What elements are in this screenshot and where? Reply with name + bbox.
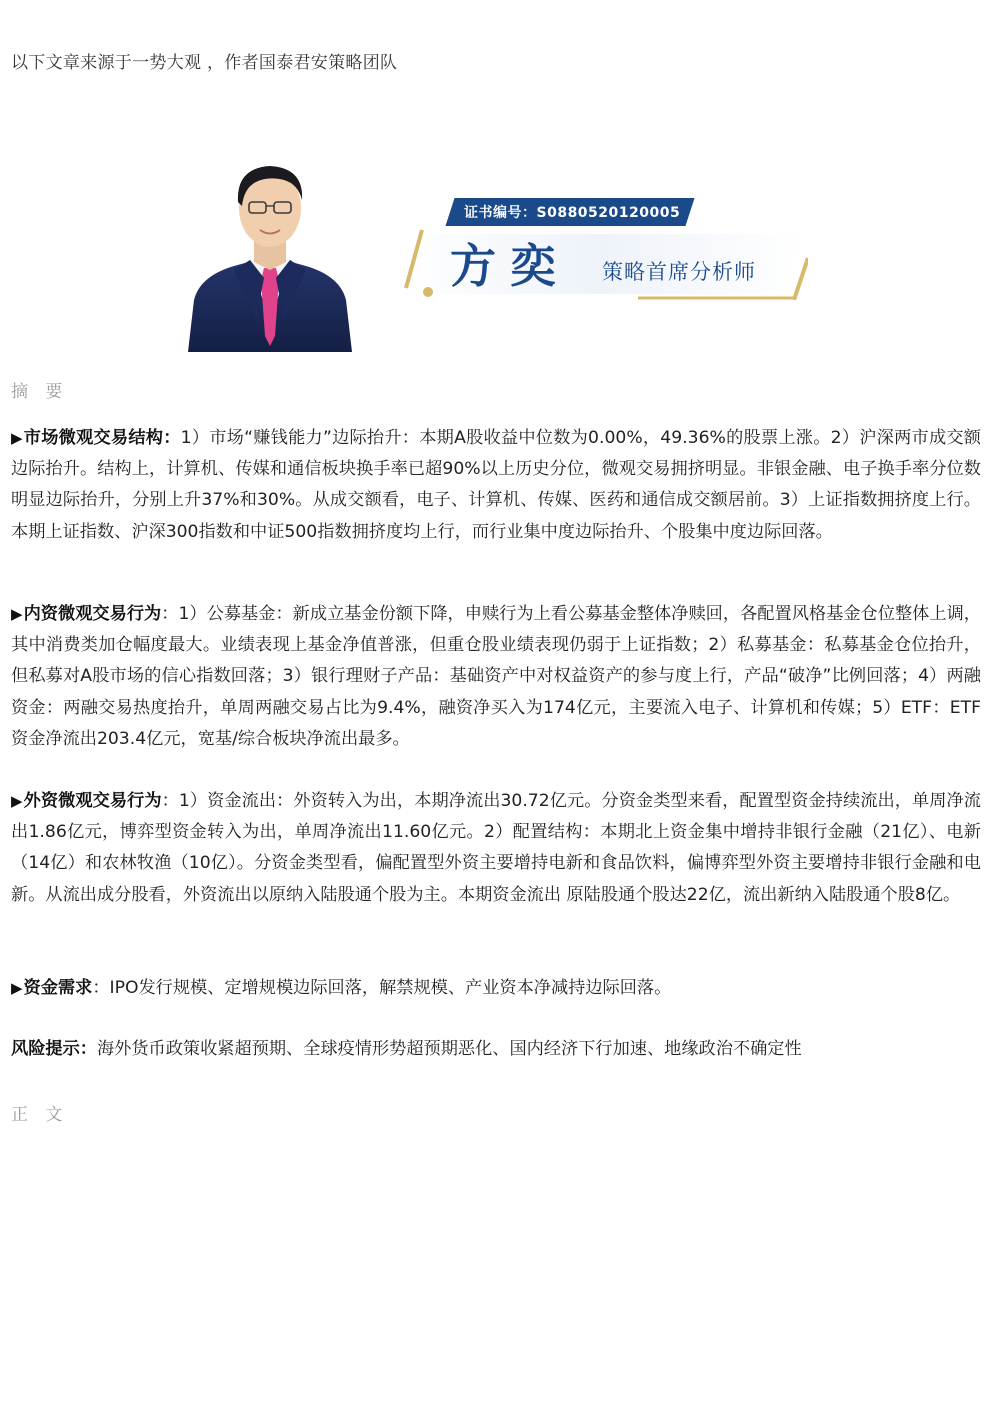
section-body: 1）市场“赚钱能力”边际抬升：本期A股收益中位数为0.00%，49.36%的股票上涨。2）沪深两市成交额边际抬升。结构上，计算机、传媒和通信板块换手率已超90%以上历史分位，微观交易拥挤明显。非银金融、电子换手率分位数明显边际抬升，分别上升37%和30%。从成交额看，电子、计算机、传媒、医药和通信成交额居前。3）上证指数拥挤度上行。本期上证指数、沪深300指数和中证500指数拥挤度均上行，而行业集中度边际抬升、个股集中度边际回落。 (11, 428, 981, 542)
section-body: 海外货币政策收紧超预期、全球疫情形势超预期恶化、国内经济下行加速、地缘政治不确定性 (96, 1039, 802, 1059)
section-body: 1）公募基金：新成立基金份额下降，申赎行为上看公募基金整体净赎回，各配置风格基金仓位整体上调，其中消费类加仓幅度最大。业绩表现上基金净值普涨，但重仓股业绩表现仍弱于上证指数；2）私募基金：私募基金仓位抬升，但私募对A股市场的信心指数回落；3）银行理财子产品：基础资产中对权益资产的参与度上行，产品“破净”比例回落；4）两融资金：两融交易热度抬升，单周两融交易占比为9.4%，融资净买入为174亿元，主要流入电子、计算机和传媒；5）ETF：ETF资金净流出203.4亿元，宽基/综合板块净流出最多。 (11, 604, 981, 749)
section-market-structure (11, 423, 981, 548)
section-foreign-behavior (11, 786, 981, 911)
section-heading: 市场微观交易结构 (23, 428, 164, 448)
bullet-arrow-icon: ▶ (11, 792, 23, 810)
section-capital-demand (11, 973, 981, 1004)
source-line: 以下文章来源于一势大观 ，作者国泰君安策略团队 (11, 53, 398, 73)
section-heading: 资金需求 (23, 978, 93, 998)
section-risk-warning (11, 1034, 981, 1065)
section-heading: 内资微观交易行为 (23, 604, 162, 624)
abstract-label: 摘 要 (11, 382, 69, 402)
analyst-portrait (180, 150, 360, 352)
bullet-arrow-icon: ▶ (11, 979, 23, 997)
analyst-banner (180, 150, 820, 355)
section-heading: 外资微观交易行为 (23, 791, 162, 811)
analyst-title: 策略首席分析师 (602, 260, 756, 284)
cert-number: 证书编号：S0880520120005 (464, 205, 681, 221)
section-domestic-behavior (11, 599, 981, 755)
section-heading: 风险提示： (11, 1039, 97, 1059)
body-label: 正 文 (11, 1105, 69, 1125)
bullet-arrow-icon: ▶ (11, 429, 23, 447)
section-separator: ： (161, 604, 179, 624)
bullet-arrow-icon: ▶ (11, 605, 23, 623)
section-body: 1）资金流出：外资转入为出，本期净流出30.72亿元。分资金类型来看，配置型资金持续流出，单周净流出1.86亿元，博弈型资金转入为出，单周净流出11.60亿元。2）配置结构：本期北上资金集中增持非银行金融（21亿）、电新（14亿）和农林牧渔（10亿）。分资金类型看，偏配置型外资主要增持电新和食品饮料，偏博弈型外资主要增持非银行金融和电新。从流出成分股看，外资流出以原纳入陆股通个股为主。本期资金流出 原陆股通个股达22亿，流出新纳入陆股通个股8亿。 (11, 791, 981, 905)
section-separator: ： (161, 791, 179, 811)
section-body: IPO发行规模、定增规模边际回落，解禁规模、产业资本净减持边际回落。 (109, 978, 672, 998)
section-separator: ： (92, 978, 110, 998)
section-separator: ： (163, 428, 181, 448)
analyst-name: 方奕 (450, 239, 570, 293)
